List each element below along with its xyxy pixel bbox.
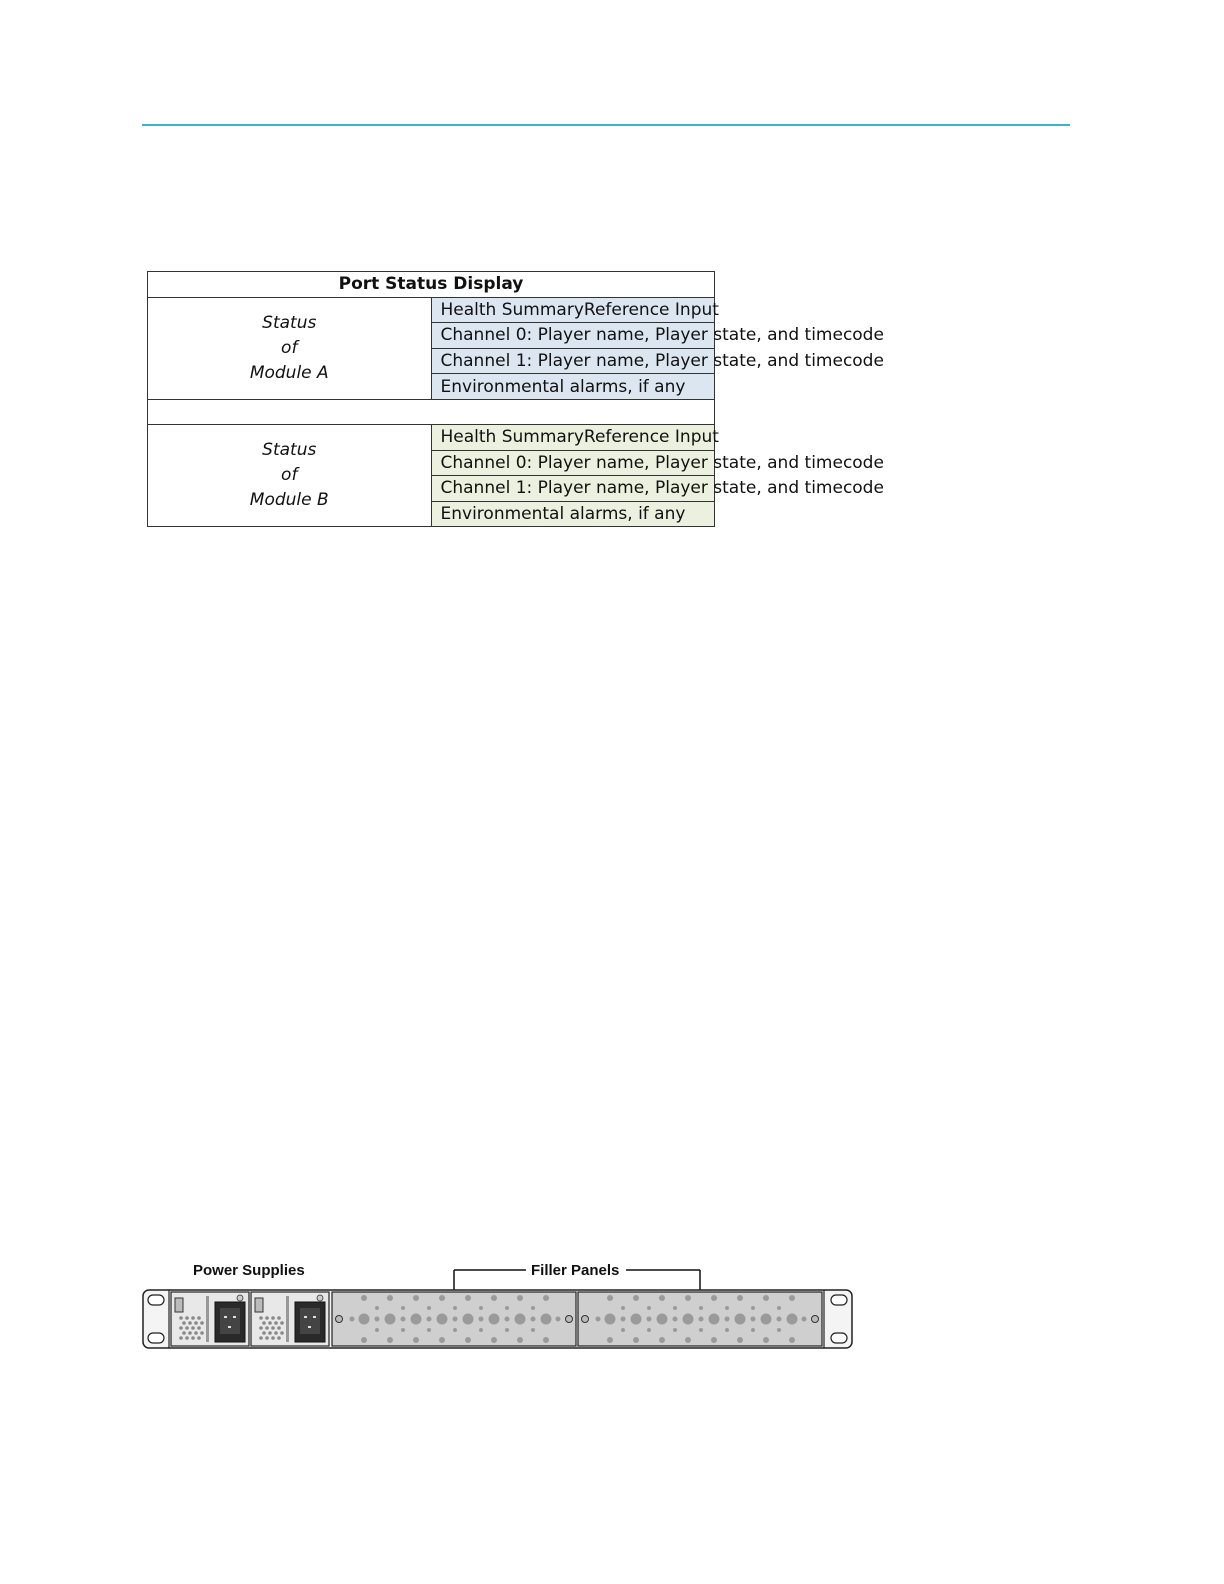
- module-b-alarms-row: Environmental alarms, if any: [431, 501, 715, 527]
- module-b-channel0-row: Channel 0: Player name, Player state, and timecode: [431, 450, 715, 476]
- module-a-row: [148, 297, 715, 323]
- module-b-label-line: Module B: [249, 490, 329, 511]
- power-supply-1: [171, 1292, 249, 1346]
- module-a-label-line: of: [281, 337, 298, 358]
- module-b-row: [148, 424, 715, 450]
- table-title-row: [148, 272, 715, 298]
- module-b-channel1-row: Channel 1: Player name, Player state, and timecode: [431, 476, 715, 502]
- filler-panel-1: [332, 1292, 576, 1346]
- module-a-label: [148, 297, 432, 399]
- power-supply-2: [251, 1292, 329, 1346]
- module-b-label-line: Status: [262, 440, 317, 461]
- filler-panels-label: Filler Panels: [531, 1262, 620, 1279]
- module-a-health-row: [431, 297, 719, 323]
- spacer-cell: [148, 399, 715, 424]
- health-summary-label: Health Summary: [440, 299, 584, 320]
- module-a-channel0-row: Channel 0: Player name, Player state, and timecode: [431, 323, 715, 349]
- module-a-label-line: Status: [262, 312, 317, 333]
- rack-rear-panel-illustration: [140, 1262, 856, 1354]
- module-a-alarms-row: Environmental alarms, if any: [431, 374, 715, 400]
- power-supplies-label: Power Supplies: [193, 1262, 305, 1279]
- module-b-label-line: of: [281, 465, 298, 486]
- reference-input-label: Reference Input: [583, 299, 719, 320]
- spacer-row: [148, 399, 715, 424]
- module-b-label: [148, 424, 432, 526]
- health-summary-label: Health Summary: [440, 427, 584, 448]
- filler-panel-2: [578, 1292, 822, 1346]
- module-a-label-line: Module A: [249, 362, 329, 383]
- reference-input-label: Reference Input: [583, 427, 719, 448]
- table-title: Port Status Display: [148, 272, 715, 298]
- module-a-channel1-row: Channel 1: Player name, Player state, and timecode: [431, 348, 715, 374]
- module-b-health-row: [431, 424, 719, 450]
- port-status-table: [147, 271, 884, 527]
- header-rule: [142, 124, 1070, 126]
